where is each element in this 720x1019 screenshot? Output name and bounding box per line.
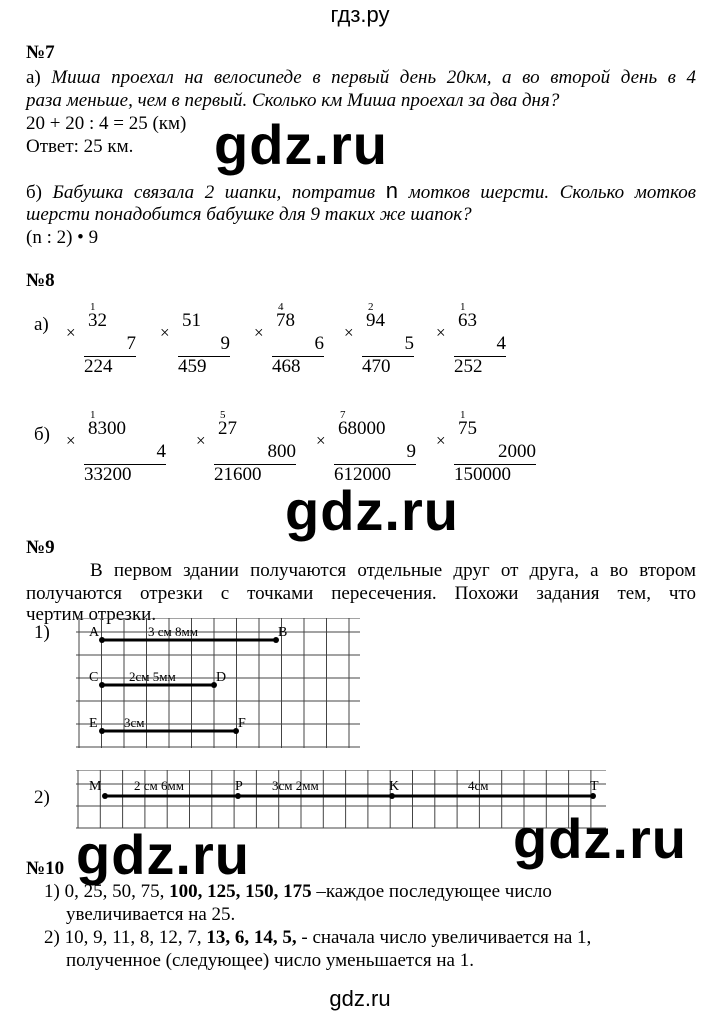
task7-a-line2: раза меньше, чем в первый. Сколько км Миша проехал за два дня? [26,90,560,111]
multiplicand: 51 [182,310,201,331]
carry-digit: 5 [220,409,226,421]
task7-b-line1 [26,180,696,204]
task7-b-text1a: Бабушка связала 2 шапки, потратив [52,182,376,203]
multiplier: 9 [406,441,416,462]
task10-item2-bold: 13, 6, 14, 5, [206,927,297,948]
carry-digit: 1 [460,301,466,313]
multiplication-a-4 [344,296,418,376]
footer: gdz.ru [329,986,391,1011]
task9-line2: получаются отрезки с точками пересечения. Похожи задания тем, что [26,583,696,604]
task8-row-b-label: б) [34,424,50,445]
multiplicand: 78 [276,310,295,331]
task9-number: №9 [26,537,55,558]
point-label-E: E [89,716,98,731]
task10-item1-line2: увеличивается на 25. [66,904,236,925]
carry-digit: 1 [460,409,466,421]
point-label-B: B [278,625,288,640]
product: 468 [272,356,301,377]
point-label-P: P [235,779,243,794]
multiplication-a-5 [436,296,510,376]
task7-a-solution: 20 + 20 : 4 = 25 (км) [26,113,187,134]
multiplicand: 75 [458,418,477,439]
multiplicand: 68000 [338,418,386,439]
multiplication-a-1 [66,296,140,376]
fig1-label: 1) [34,622,50,643]
multiplicand: 94 [366,310,385,331]
multiplier: 6 [314,333,324,354]
point-label-A: A [89,625,100,640]
multiplicand: 27 [218,418,237,439]
task7-b-text1b: мотков шерсти. Сколько мотков [408,182,697,203]
task10-item2-plain: 10, 9, 11, 8, 12, 7, [64,927,202,948]
segment-length-2: 3см 2мм [272,778,319,793]
segment-length-1: 2 см 6мм [134,778,184,793]
product: 224 [84,356,113,377]
task10-item2-line2: полученное (следующее) число уменьшается на 1. [66,950,474,971]
watermark-4: gdz.ru [513,807,687,870]
task10-item2-rest: - сначала число увеличивается на 1, [301,927,592,948]
product: 33200 [84,464,132,485]
fig2-label: 2) [34,787,50,808]
point-A [99,637,105,643]
site-header: гдз.ру [330,2,390,27]
task9-line1-wrap [26,560,696,582]
multiply-sign: × [66,431,76,450]
carry-digit: 1 [90,409,96,421]
fig1-grid [76,618,360,748]
carry-digit: 7 [340,409,346,421]
multiplier: 800 [267,441,296,462]
carry-digit: 2 [368,301,374,313]
point-label-C: C [89,670,99,685]
task9-line2-wrap [26,583,696,605]
multiplication-b-1 [66,404,170,484]
product: 21600 [214,464,262,485]
point-label-K: K [389,779,400,794]
multiplication-a-3 [254,296,328,376]
multiplication-b-3 [316,404,420,484]
task7-b-prefix: б) [26,182,42,203]
point-label-D: D [216,670,227,685]
multiplication-a-2 [160,296,234,376]
product: 470 [362,356,391,377]
task10-item2-prefix: 2) [44,927,60,948]
task7-a-text1: Миша проехал на велосипеде в первый день 20км, а во второй день в 4 [51,67,697,88]
multiplier: 9 [220,333,230,354]
task10-item1-prefix: 1) [44,881,60,902]
watermark-2: gdz.ru [285,479,459,542]
carry-digit: 1 [90,301,96,313]
product: 150000 [454,464,511,485]
task7-number: №7 [26,42,55,63]
task7-a-prefix: а) [26,67,41,88]
multiplication-b-4 [436,404,540,484]
product: 252 [454,356,483,377]
task10-item1-rest: –каждое последующее число [316,881,552,902]
multiplication-b-2 [196,404,300,484]
segment-length-AB: 3 см 8мм [148,624,198,639]
multiplier: 5 [404,333,414,354]
multiplier: 4 [156,441,166,462]
multiply-sign: × [316,431,326,450]
task10-item1-plain: 0, 25, 50, 75, [64,881,165,902]
task7-a-answer: Ответ: 25 км. [26,136,134,157]
multiply-sign: × [254,323,264,342]
task7-b-var: n [385,178,398,203]
task10-item2 [44,927,591,949]
task7-b-solution: (n : 2) • 9 [26,227,99,248]
task9-line3: чертим отрезки. [26,604,157,625]
multiplicand: 32 [88,310,107,331]
segment-length-3: 4см [468,778,489,793]
multiply-sign: × [436,431,446,450]
multiplier: 2000 [498,441,536,462]
product: 612000 [334,464,391,485]
multiply-sign: × [344,323,354,342]
segment-length-EF: 3см [124,715,145,730]
task8-number: №8 [26,270,55,291]
task7-a-line1 [26,67,696,89]
segment-length-CD: 2см 5мм [129,669,176,684]
multiply-sign: × [436,323,446,342]
multiply-sign: × [160,323,170,342]
task9-line1: В первом здании получаются отдельные друг от друга, а во втором [90,560,696,581]
task10-item1-bold: 100, 125, 150, 175 [169,881,312,902]
task10-number: №10 [26,858,65,879]
watermark-3: gdz.ru [76,823,250,886]
multiplicand: 63 [458,310,477,331]
point-label-F: F [238,716,246,731]
multiply-sign: × [66,323,76,342]
carry-digit: 4 [278,301,284,313]
point-C [99,682,105,688]
multiplier: 7 [126,333,136,354]
point-M [102,793,108,799]
product: 459 [178,356,207,377]
task8-row-a-label: а) [34,314,49,335]
task7-b-line2: шерсти понадобится бабушке для 9 таких же шапок? [26,204,472,225]
multiplier: 4 [496,333,506,354]
point-E [99,728,105,734]
multiplicand: 8300 [88,418,126,439]
multiply-sign: × [196,431,206,450]
point-label-M: M [89,779,102,794]
point-label-T: T [590,779,599,794]
watermark-1: gdz.ru [214,113,388,176]
